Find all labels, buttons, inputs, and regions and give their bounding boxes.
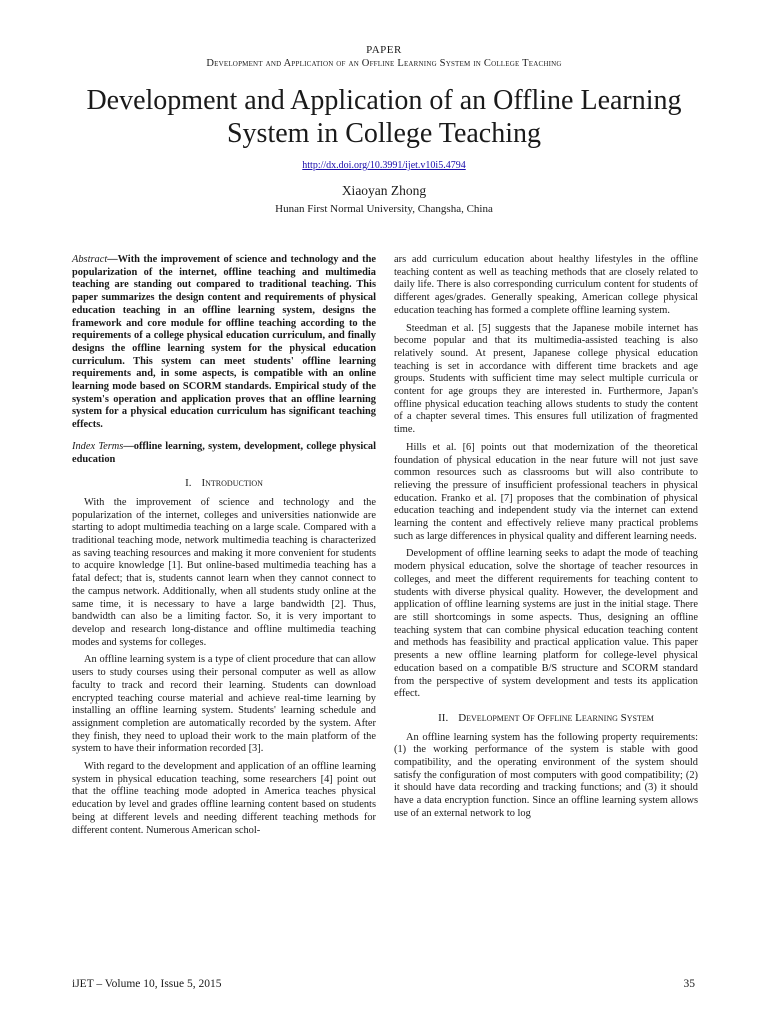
paragraph: Hills et al. [6] points out that modernization of the theoretical foundation of physical education in the near future will not just save common resources such as classrooms but will also contribute to relieving the pressure of insufficient professional teachers in physical education. Franko et al. [7] proposes that the combination of physical education teaching and independent study via the internet can extend learning the content and effectively relieve many practical problems such as large differences in physical quality and different learning needs. [394,441,698,542]
running-title: Development and Application of an Offline Learning System in College Teaching [206,58,562,69]
abstract-text: —With the improvement of science and technology and the popularization of the internet, offline teaching and multimedia teaching are standing out compared to traditional teaching. This paper summarizes the design content and requirements of physical education teaching in an offline learning system, designs the framework and core module for offline teaching according to the requirements of a college physical education curriculum, and finally designs the offline learning system for the physical education curriculum. This system can meet students' offline learning requirements and, in some aspects, is compatible with an online learning mode based on SCORM standards. Empirical study of the system's operation and application proves that an offline learning system for a physical education curriculum has significant teaching effects. [72,254,376,431]
author-name: Xiaoyan Zhong [341,183,427,198]
paragraph: ars add curriculum education about healthy lifestyles in the offline teaching content as well as teaching methods that are closely related to daily life. There is also corresponding curriculum content for students of different ages/grades. Generally speaking, American college physical education teaching has formed a complete offline learning system. [394,254,698,316]
index-terms [72,441,376,466]
doi-link[interactable]: http://dx.doi.org/10.3991/ijet.v10i5.4794 [302,160,466,171]
section-heading-introduction [72,477,376,490]
index-terms-label: Index Terms [72,440,124,452]
section-title: Development Of Offline Learning System [458,711,654,724]
footer-journal: iJET – Volume 10, Issue 5, 2015 [72,978,222,990]
header-label: PAPER [366,44,402,56]
paper-title: Development and Application of an Offline Learning System in College Teaching [86,85,682,149]
paragraph: Development of offline learning seeks to adapt the mode of teaching modern physical education, solve the shortage of teacher resources in colleges, and meet the different requirements for teaching content to students with diverse physical quality. However, the development and application of offline learning systems are just in the initial stage. There are still shortcomings in some aspects. Thus, designing an offline teaching system that can combine physical education teaching content and methods has feasibility and practical application value. This paper presents a new offline learning platform for college-level physical education based on a compatible B/S structure and SCORM standard from the perspective of system development and tests its application effect. [394,548,698,700]
abstract-label: Abstract [72,254,108,265]
paragraph: An offline learning system has the following property requirements: (1) the working performance of the system is stable with good compatibility, and the operating environment of the system should satisfy the configuration of most computers with good compatibility; (2) it should have data recording and tracking functions; and (3) it should have a data encryption function. Since an offline learning system allows use of an external network to log [394,731,698,819]
section-heading-development [394,712,698,725]
page-number: 35 [683,978,695,990]
section-title: Introduction [201,477,263,490]
abstract [72,254,376,432]
paragraph: Steedman et al. [5] suggests that the Japanese mobile internet has become popular and that its multimedia-assisted teaching is also relatively sound. At present, Japanese college physical education teaching is set in accordance with different time brackets and age groups. Students with sufficient time may select multiple curricula or content for age groups they are interested in. Furthermore, Japan's offline physical education teaching allows students to study the content of a chapter several times. This ensures full utilization of fragmented time. [394,322,698,436]
index-terms-text: —offline learning, system, development, college physical education [72,440,376,465]
left-column [72,254,376,842]
right-column [394,254,698,826]
section-number: I. [185,477,192,490]
paragraph: An offline learning system is a type of client procedure that can allow users to study courses using their personal computer as well as allow faculty to track and record their learning. Students can download encrypted teaching course material and achieve real-time learning by installing an offline learning system. Students' learning schedule and assignment completion are automatically recorded by the system. After they finish, they need to upload their work to the main platform of the system to have their information recorded [3]. [72,654,376,755]
section-number: II. [438,711,449,724]
author-affiliation: Hunan First Normal University, Changsha, China [275,203,493,215]
paragraph: With the improvement of science and technology and the popularization of the internet, colleges and universities nationwide are starting to adopt multimedia teaching on a large scale. Compared with a traditional teaching mode, network multimedia teaching is characterized as saving teaching resources and making it more convenient for students to acquire knowledge [1]. But online-based multimedia teaching has a fatal defect; that is, students cannot learn when they cannot connect to the campus network. Additionally, when all students study online at the same time, it is necessary to have a large bandwidth [2]. Thus, bandwidth can also be a limiting factor. So, it is very important to develop and research long-distance and offline multimedia teaching modes and systems for colleges. [72,496,376,648]
paragraph: With regard to the development and application of an offline learning system in physical education teaching, some researchers [4] point out that the offline teaching mode adopted in America teaches physical education by level and grades offline learning content based on students being at different levels and needing different teaching methods for different content. Numerous American schol- [72,761,376,836]
